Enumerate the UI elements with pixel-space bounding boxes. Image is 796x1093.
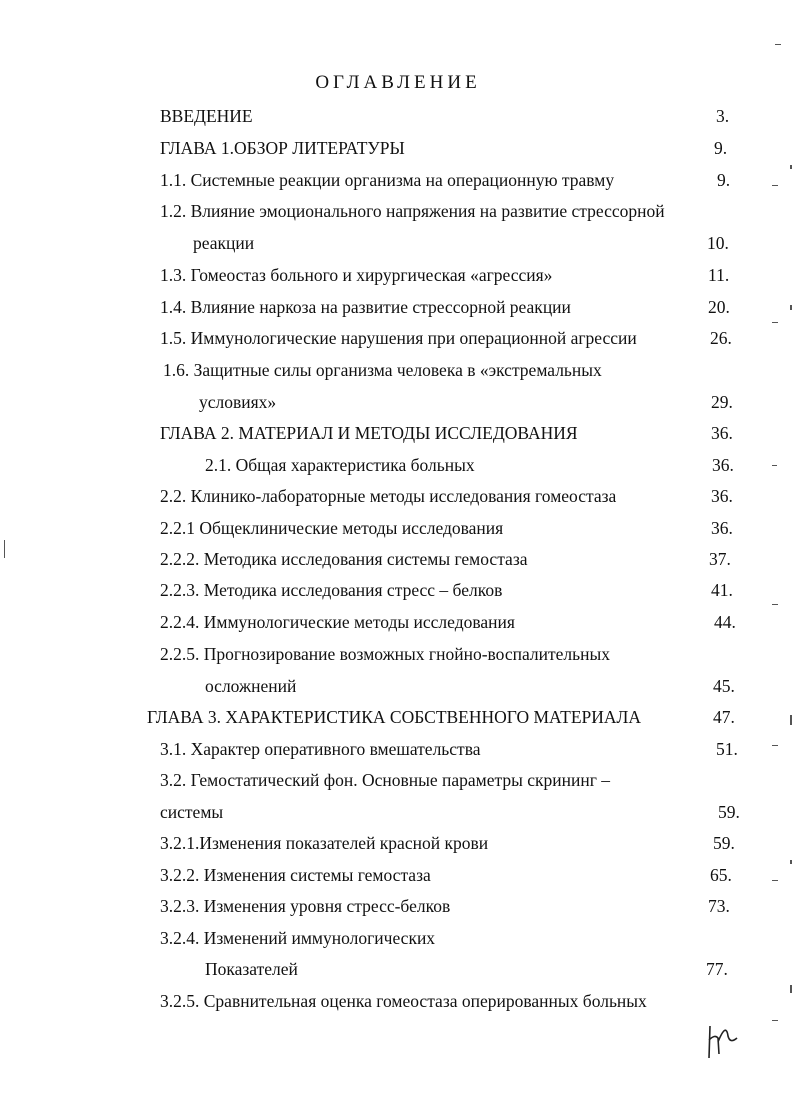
toc-entry-text: 2.2.3. Методика исследования стресс – белков [160,580,503,600]
toc-entry-text: 1.5. Иммунологические нарушения при операционной агрессии [160,328,637,348]
scan-mark [772,880,778,881]
toc-entry-page: 77. [706,959,728,979]
toc-entry-page: 20. [708,297,730,317]
toc-entry-page: 36. [711,486,733,506]
toc-entry-text: осложнений [205,676,297,696]
scan-mark [790,305,792,310]
toc-entry-page: 11. [708,265,730,285]
scan-mark [4,540,5,558]
toc-entry-text: 1.1. Системные реакции организма на операционную травму [160,170,615,190]
toc-entry-text: ГЛАВА 3. ХАРАКТЕРИСТИКА СОБСТВЕННОГО МАТЕРИАЛА [147,707,642,727]
toc-entry-text: реакции [193,233,255,253]
toc-entry-page: 36. [711,518,733,538]
toc-entry-page: 26. [710,328,732,348]
toc-entry-page: 3. [716,106,730,126]
scan-mark [772,322,778,323]
toc-entry-page: 47. [713,707,735,727]
toc-entry-page: 29. [711,392,733,412]
toc-entry-text: 2.1. Общая характеристика больных [205,455,475,475]
toc-entry-text: ГЛАВА 2. МАТЕРИАЛ И МЕТОДЫ ИССЛЕДОВАНИЯ [160,423,578,443]
toc-entry-page: 36. [712,455,734,475]
toc-entry-text: 3.2. Гемостатический фон. Основные параметры скрининг – [160,770,611,790]
toc-entry-text: 1.3. Гомеостаз больного и хирургическая «агрессия» [160,265,553,285]
toc-entry-text: 3.2.5. Сравнительная оценка гомеостаза оперированных больных [160,991,647,1011]
toc-entry-text: условиях» [199,392,277,412]
toc-entry-text: 2.2. Клинико-лабораторные методы исследования гомеостаза [160,486,617,506]
scan-mark [772,745,778,746]
toc-entry-page: 10. [707,233,729,253]
toc-entry-text: 2.2.2. Методика исследования системы гемостаза [160,549,528,569]
toc-entry-text: 1.4. Влияние наркоза на развитие стрессорной реакции [160,297,571,317]
toc-entry-page: 9. [717,170,731,190]
page-title: ОГЛАВЛЕНИЕ [315,72,481,93]
scan-mark [790,165,792,169]
toc-entry-text: 3.2.2. Изменения системы гемостаза [160,865,431,885]
toc-entry-text: системы [160,802,224,822]
toc-entry-page: 65. [710,865,732,885]
toc-entry-text: 3.1. Характер оперативного вмешательства [160,739,481,759]
toc-entry-page: 37. [709,549,731,569]
scan-mark [772,604,778,605]
toc-entry-text: 1.2. Влияние эмоционального напряжения на развитие стрессорной [160,201,665,221]
toc-entry-page: 9. [714,138,728,158]
toc-entry-text: ВВЕДЕНИЕ [160,106,253,126]
toc-entry-text: 1.6. Защитные силы организма человека в «экстремальных [163,360,602,380]
scan-mark [790,715,792,725]
toc-entry-text: 2.2.1 Общеклинические методы исследования [160,518,504,538]
scan-mark [790,860,792,864]
scan-mark [772,465,777,466]
scan-mark [772,185,778,186]
toc-entry-text: 3.2.1.Изменения показателей красной крови [160,833,489,853]
toc-entry-text: 2.2.5. Прогнозирование возможных гнойно-воспалительных [160,644,611,664]
toc-entry-page: 59. [713,833,735,853]
toc-entry-page: 45. [713,676,735,696]
toc-entry-text: 2.2.4. Иммунологические методы исследования [160,612,515,632]
toc-entry-page: 41. [711,580,733,600]
toc-entry-page: 36. [711,423,733,443]
toc-entry-text: 3.2.4. Изменений иммунологических [160,928,436,948]
handwritten-initials [706,1018,740,1060]
toc-entry-page: 73. [708,896,730,916]
scan-mark [772,1020,778,1021]
toc-entry-page: 51. [716,739,738,759]
toc-entry-page: 44. [714,612,736,632]
scan-mark [790,985,792,993]
toc-entry-text: ГЛАВА 1.ОБЗОР ЛИТЕРАТУРЫ [160,138,405,158]
scan-mark [775,44,781,45]
toc-entry-text: 3.2.3. Изменения уровня стресс-белков [160,896,451,916]
toc-entry-page: 59. [718,802,740,822]
toc-entry-text: Показателей [205,959,298,979]
